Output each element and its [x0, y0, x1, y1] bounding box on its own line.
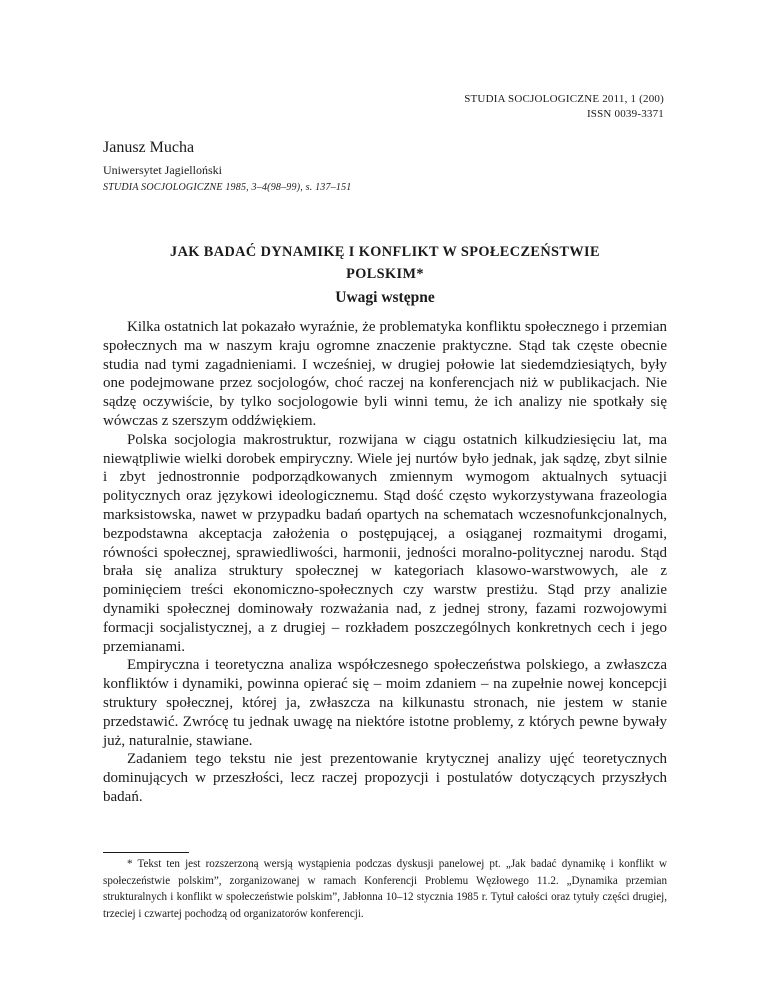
journal-header: [464, 92, 664, 122]
paragraph: Empiryczna i teoretyczna analiza współczesnego społeczeństwa polskiego, a zwłaszcza konfliktów i dynamiki, powinna opierać się – moim zdaniem – na zupełnie nowej koncepcji struktury społecznej, której ja, zwłaszcza na kilkunastu stronach, nie jestem w stanie przedstawić. Zwrócę tu jednak uwagę na niektóre istotne problemy, z których pewne bywały już, naturalnie, stawiane.: [103, 657, 667, 749]
author-name: Janusz Mucha: [103, 139, 195, 156]
section-heading: Uwagi wstępne: [335, 289, 435, 306]
footnote-rule: [103, 852, 189, 853]
original-source: STUDIA SOCJOLOGICZNE 1985, 3–4(98–99), s. 137–151: [103, 182, 352, 193]
paragraph: Zadaniem tego tekstu nie jest prezentowanie krytycznej analizy ujęć teoretycznych dominujących w przeszłości, lecz raczej propozycji i postulatów dotyczących przyszłych badań.: [103, 751, 667, 805]
body-text: [103, 318, 667, 807]
footnote: * Tekst ten jest rozszerzoną wersją wystąpienia podczas dyskusji panelowej pt. „Jak badać dynamikę i konflikt w społeczeństwie polskim”, zorganizowanej w ramach Konferencji Problemu Węzłowego 11.2. „Dynamika przemian strukturalnych i konflikt w społeczeństwie polskim”, Jabłonna 10–12 stycznia 1985 r. Tytuł całości oraz tytuły części drugiej, trzeciej i czwartej pochodzą od organizatorów konferencji.: [103, 858, 667, 920]
journal-issue: STUDIA SOCJOLOGICZNE 2011, 1 (200): [464, 93, 664, 105]
paragraph: Kilka ostatnich lat pokazało wyraźnie, że problematyka konfliktu społecznego i przemian społecznych ma w naszym kraju ogromne znaczenie praktyczne. Stąd tak częste obecnie studia nad tymi zagadnieniami. I wcześniej, w drugiej połowie lat siedemdziesiątych, były one podejmowane przez socjologów, choć raczej na konferencjach niż w publikacjach. Nie sądzę oczywiście, by tylko socjologowie byli winni temu, że ich analizy nie spotkały się wówczas z szerszym oddźwiękiem.: [103, 319, 667, 429]
title-line-2: POLSKIM*: [346, 266, 424, 282]
author-affiliation: Uniwersytet Jagielloński: [103, 163, 222, 177]
title-line-1: JAK BADAĆ DYNAMIKĘ I KONFLIKT W SPOŁECZEŃSTWIE: [170, 244, 600, 260]
article-title: [103, 241, 667, 285]
issn: ISSN 0039-3371: [586, 108, 664, 120]
paragraph: Polska socjologia makrostruktur, rozwijana w ciągu ostatnich kilkudziesięciu lat, ma niewątpliwie wielki dorobek empiryczny. Wiele jej nurtów było jednak, jak sądzę, zbyt silnie i zbyt jednostronnie podporządkowanych zmiennym wymogom aktualnych sytuacji politycznych oraz językowi ideologicznemu. Stąd dość często wykorzystywana frazeologia marksistowska, nawet w przypadku badań opartych na schematach wczesnofunkcjonalnych, bezpodstawna akceptacja założenia o postępującej, a osiąganej rozmaitymi drogami, równości społecznej, sprawiedliwości, harmonii, jedności moralno-politycznej narodu. Stąd brała się analiza struktury społecznej w kategoriach klasowo-warstwowych, ale z pominięciem treści ekonomiczno-społecznych czy warstw prestiżu. Stąd przy analizie dynamiki społecznej dominowały rozważania nad, z jednej strony, fazami rozwojowymi formacji socjalistycznej, a z drugiej – rozkładem poszczególnych konkretnych cech i jego przemianami.: [103, 431, 667, 655]
